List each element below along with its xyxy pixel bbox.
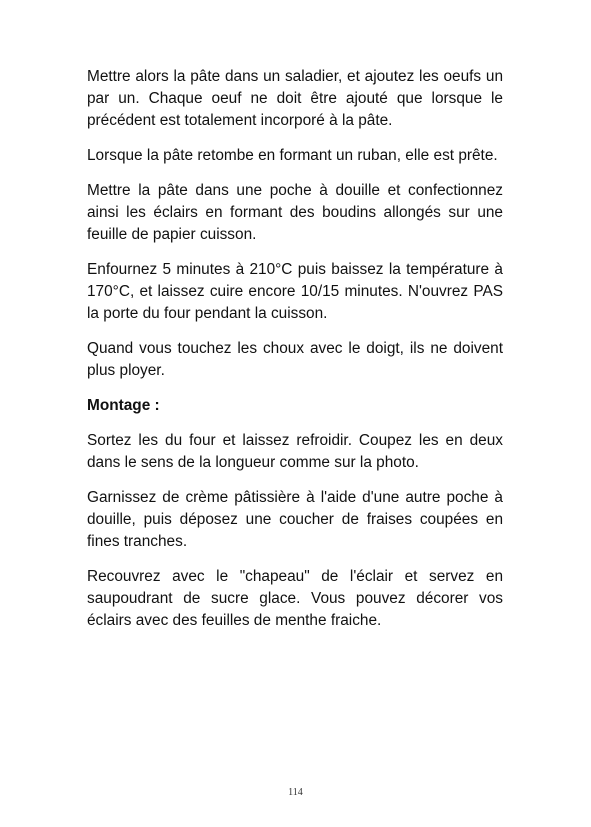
paragraph: Mettre alors la pâte dans un saladier, et ajoutez les oeufs un par un. Chaque oeuf ne doit être ajouté que lorsque le précédent est totalement incorporé à la pâte. — [87, 68, 503, 129]
paragraph: Sortez les du four et laissez refroidir. Coupez les en deux dans le sens de la longueur comme sur la photo. — [87, 432, 503, 471]
paragraph: Garnissez de crème pâtissière à l'aide d'une autre poche à douille, puis déposez une coucher de fraises coupées en fines tranches. — [87, 489, 503, 550]
paragraph: Enfournez 5 minutes à 210°C puis baissez la température à 170°C, et laissez cuire encore 10/15 minutes. N'ouvrez PAS la porte du four pendant la cuisson. — [87, 261, 503, 322]
paragraph: Quand vous touchez les choux avec le doigt, ils ne doivent plus ployer. — [87, 340, 503, 379]
paragraph: Lorsque la pâte retombe en formant un ruban, elle est prête. — [87, 147, 498, 164]
page-body — [87, 66, 503, 645]
paragraph: Recouvrez avec le "chapeau" de l'éclair et servez en saupoudrant de sucre glace. Vous pouvez décorer vos éclairs avec des feuilles de menthe fraiche. — [87, 568, 503, 629]
paragraph: Mettre la pâte dans une poche à douille et confectionnez ainsi les éclairs en formant des boudins allongés sur une feuille de papier cuisson. — [87, 182, 503, 243]
page-number: 114 — [288, 787, 303, 798]
section-heading: Montage : — [87, 397, 160, 414]
